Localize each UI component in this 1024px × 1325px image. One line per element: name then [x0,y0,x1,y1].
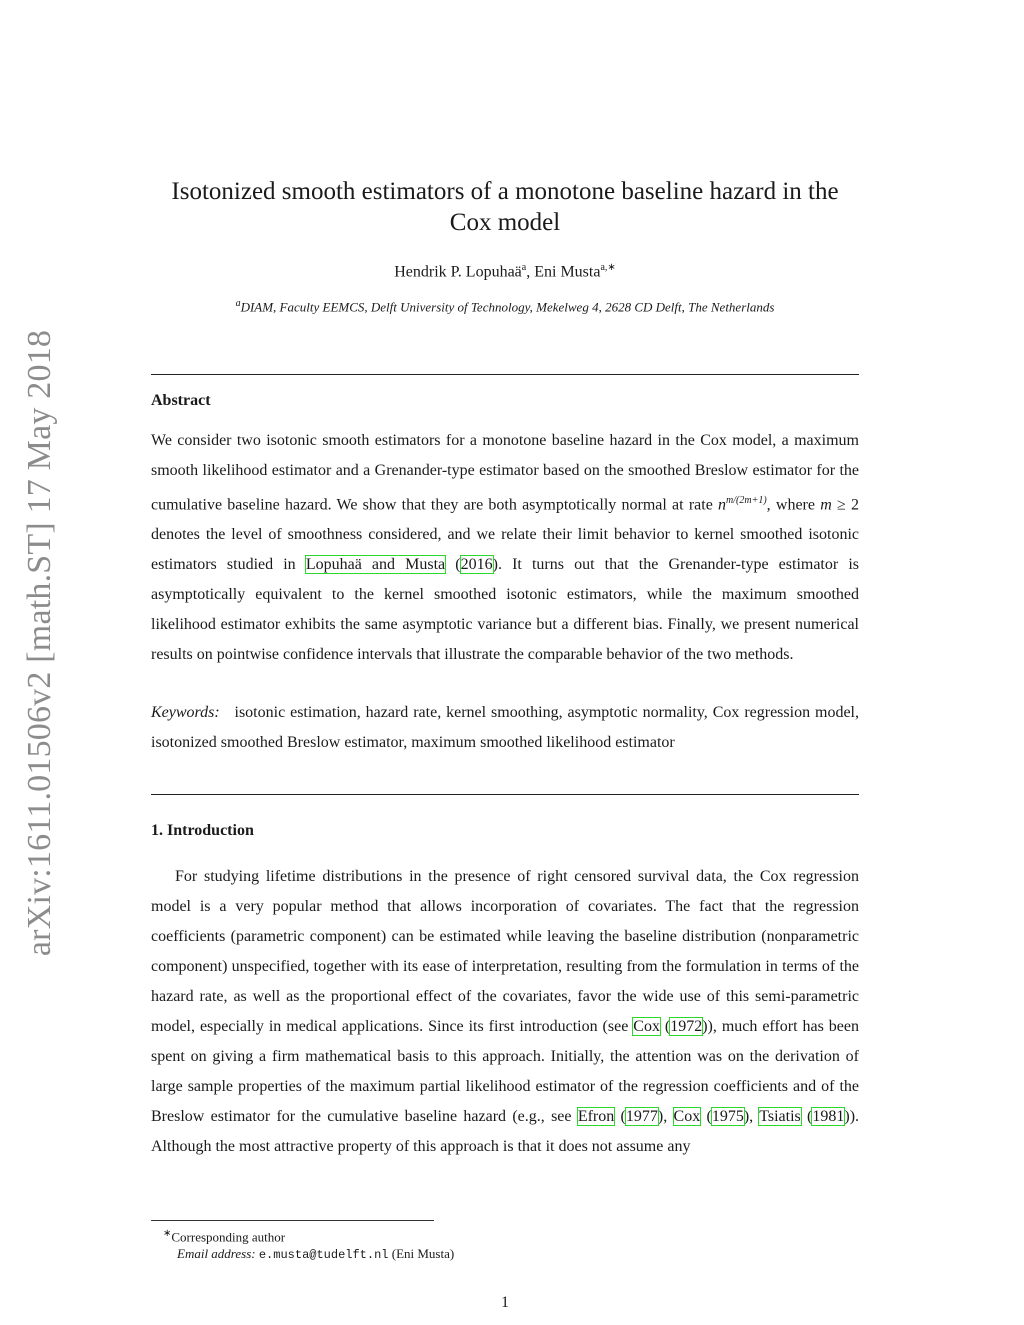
affiliation [150,298,860,315]
citation-lopuhaa-musta[interactable]: Lopuhaä and Musta [305,556,446,574]
citation-tsiatis[interactable]: Tsiatis [759,1108,801,1125]
page-number: 1 [501,1294,509,1311]
author-1-affil-mark: a [521,262,527,273]
rate-exponent: m/(2m+1) [726,495,767,506]
footnote-corresponding [163,1225,454,1245]
title-line-1: Isotonized smooth estimators of a monotone baseline hazard in the [171,178,839,205]
section-heading-introduction: 1. Introduction [151,822,254,839]
citation-cox[interactable]: Cox [633,1018,660,1035]
paper-title [150,176,860,238]
introduction-body: For studying lifetime distributions in the presence of right censored survival data, the Cox regression model is a very popular method that allows incorporation of covariates. The fact that the regression coefficients (parametric component) can be estimated while leaving the baseline distribution (nonparametric component) unspecified, together with its ease of interpretation, resulting from the formulation in terms of the hazard rate, as well as the proportional effect of the covariates, favor the wide use of this semi-parametric model, especially in medical applications. Since its first introduction (see Cox (1972)), much effort has been spent on giving a firm mathematical basis to this approach. Initially, the attention was on the derivation of large sample properties of the maximum partial likelihood estimator of the regression coefficients and of the Breslow estimator for the cumulative baseline hazard (e.g., see Efron (1977), Cox (1975), Tsiatis (1981)). Although the most attractive property of this approach is that it does not assume any [151,868,860,1155]
keywords-text: isotonic estimation, hazard rate, kernel smoothing, asymptotic normality, Cox regression model, isotonized smoothed Breslow estimator, maximum smoothed likelihood estimator [151,704,859,751]
keywords [151,698,859,758]
affiliation-text: DIAM, Faculty EEMCS, Delft University of Technology, Mekelweg 4, 2628 CD Delft, The Netherlands [240,299,775,315]
author-1: Hendrik P. Lopuhaä [394,263,522,281]
m-variable: m [820,496,832,514]
abstract-top-rule [151,374,859,375]
arxiv-id: arXiv:1611.01506v2 [math.ST] 17 May 2018 [21,329,59,957]
email-owner: (Eni Musta) [391,1246,455,1262]
author-list [150,262,860,281]
footnote [163,1225,454,1264]
abstract-bottom-rule [151,794,859,795]
citation-year-1981[interactable]: 1981 [812,1108,845,1125]
inequality: ≥ 2 [831,496,860,514]
email-address[interactable]: e.musta@tudelft.nl [258,1248,389,1263]
intro-text-3: )). Although the most attractive property of this approach is that it does not assume any [151,1108,860,1155]
abstract-text-1: We consider two isotonic smooth estimators for a monotone baseline hazard in the Cox model, a maximum smooth likelihood estimator and a Grenander-type estimator based on the smoothed Breslow estimator for the cumulative baseline hazard. We show that they are both asymptotically normal at rate [151,432,859,514]
abstract-heading: Abstract [151,392,211,409]
citation-open-paren: ( [455,556,461,574]
affiliation-mark: a [235,298,241,309]
title-line-2: Cox model [449,209,561,236]
citation-cox-1975[interactable]: Cox [673,1108,701,1125]
author-2: Eni Musta [534,263,601,281]
citation-year-1972[interactable]: 1972 [670,1018,703,1035]
email-label: Email address: [177,1246,256,1262]
citation-efron[interactable]: Efron [577,1108,615,1125]
author-2-affil-mark: a,∗ [600,262,616,273]
abstract-text-3: denotes the level of smoothness considered, and we relate their limit behavior to kernel smoothed isotonic estimators studied in [151,526,859,574]
abstract-body [151,426,859,670]
citation-year-1975[interactable]: 1975 [711,1108,744,1125]
abstract-text-2: , where [766,496,821,514]
rate-base: n [718,496,727,514]
keywords-label: Keywords: [151,704,220,721]
citation-separator: , [663,1108,674,1125]
footnote-mark: ∗ [163,1228,172,1239]
author-separator: , [526,263,535,281]
footnote-rule [151,1220,434,1221]
arxiv-stamp [17,328,63,958]
corresponding-author-text: Corresponding author [171,1229,286,1245]
abstract-text-4: ). It turns out that the Grenander-type estimator is asymptotically equivalent to the kernel smoothed isotonic estimators, while the maximum smoothed likelihood estimator exhibits the same asymptotic variance but a different bias. Finally, we present numerical results on pointwise confidence intervals that illustrate the comparable behavior of the two methods. [151,556,860,664]
intro-text-1: For studying lifetime distributions in the presence of right censored survival data, the Cox regression model is a very popular method that allows incorporation of covariates. The fact that the regression coefficients (parametric component) can be estimated while leaving the baseline distribution (nonparametric component) unspecified, together with its ease of interpretation, resulting from the formulation in terms of the hazard rate, as well as the proportional effect of the covariates, favor the wide use of this semi-parametric model, especially in medical applications. Since its first introduction (see [151,868,859,1035]
footnote-email-line [163,1245,454,1264]
citation-year-2016[interactable]: 2016 [460,556,493,574]
intro-text-2: )), much effort has been spent on giving a firm mathematical basis to this approach. Initially, the attention was on the derivation of large sample properties of the maximum partial likelihood estimator of the regression coefficients and of the Breslow estimator for the cumulative baseline hazard (e.g., see [151,1018,859,1125]
citation-separator: , [749,1108,760,1125]
citation-year-1977[interactable]: 1977 [625,1108,658,1125]
